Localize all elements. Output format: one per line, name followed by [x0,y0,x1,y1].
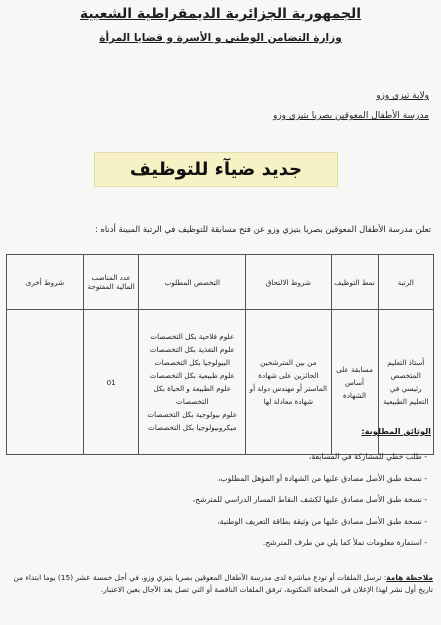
specialty-item: علوم بيولوجية بكل التخصصات [147,410,238,419]
specialty-item: ميكروبيولوجيا بكل التخصصات [148,423,237,432]
specialty-item: علوم التغذية بكل التخصصات [149,345,235,354]
required-documents-title: الوثائق المطلوبة: [361,426,431,436]
republic-title: الجمهورية الجزائرية الديمقراطية الشعبية [79,6,362,22]
recruitment-table [6,254,434,455]
important-note: ملاحظة هامة: ترسل الملفات أو تودع مباشرة لدى مدرسة الأطفال المعوقين بصريا بتيزي وزو، في أجل خمسة عشر (15) يوما ابتداء من تاريخ أول نشر لهذا الإعلان في الصحافة المكتوبة، ترفق الملفات الناقصة أو التي تصل بعد الآجال بعين الاعتبار. [13,573,433,594]
column-header-mode: نمط التوظيف [331,255,378,310]
list-item: - نسخة طبق الأصل مصادق عليها من الشهادة أو المؤهل المطلوب، [7,468,427,490]
column-header-other: شروط أخرى [7,255,84,310]
column-header-specialty: التخصص المطلوب [139,255,246,310]
document-header [0,6,441,44]
list-item: - استمارة معلومات تملأ كما يلي من طرف المترشح. [7,532,427,554]
cell-positions: 01 [83,310,139,455]
cell-conditions: من بين المترشحين الحائزين على شهادة الماستر أو مهندس دولة أو شهادة معادلة لها [246,310,331,455]
column-header-conditions: شروط الالتحاق [246,255,331,310]
list-item: - نسخة طبق الأصل مصادق عليها لكشف النقاط المسار الدراسي للمترشح، [7,489,427,511]
column-header-positions: عدد المناصب المالية المفتوحة [83,255,139,310]
note-text: ترسل الملفات أو تودع مباشرة لدى مدرسة الأطفال المعوقين بصريا بتيزي وزو، في أجل خمسة عشر (15) يوما ابتداء من تاريخ أول نشر لهذا الإعلان في الصحافة المكتوبة، ترفق الملفات الناقصة أو التي تصل بعد الآجال بعين الاعتبار. [13,573,433,594]
school-name: مدرسة الأطفال المعوقين بصريا بتيزي وزو [272,111,429,121]
specialty-item: علوم فلاحية بكل التخصصات [150,332,235,341]
cell-rank: أستاذ التعليم المتخصص رئيسي في التعليم الطبيعية [378,310,434,455]
note-label: ملاحظة هامة [386,573,433,582]
issuer-block [273,86,429,126]
cell-specialties [139,310,246,455]
table-header-row [7,255,434,310]
column-header-rank: الرتبة [378,255,434,310]
specialty-item: علوم طبيعية بكل التخصصات [149,371,235,380]
ministry-title: وزارة التضامن الوطني و الأسرة و قضايا المرأة [99,32,342,44]
list-item: - نسخة طبق الأصل مصادق عليها من وثيقة بطاقة التعريف الوطنية، [7,511,427,533]
cell-other [7,310,84,455]
specialty-item: علوم الطبيعة و الحياة بكل التخصصات [153,384,232,406]
required-documents-list [7,446,427,554]
list-item: - طلب خطي للمشاركة في المسابقة، [7,446,427,468]
announcement-banner: جديد ضيآء للتوظيف [94,152,338,187]
specialty-item: البيولوجيا بكل التخصصات [154,358,230,367]
intro-paragraph: تعلن مدرسة الأطفال المعوقين بصريا بتيزي وزو عن فتح مسابقة للتوظيف في الرتبة المبينة أدناه : [94,224,431,234]
wilaya-name: ولاية تيزي وزو [376,91,429,101]
cell-mode: مسابقة على أساس الشهادة [331,310,378,455]
